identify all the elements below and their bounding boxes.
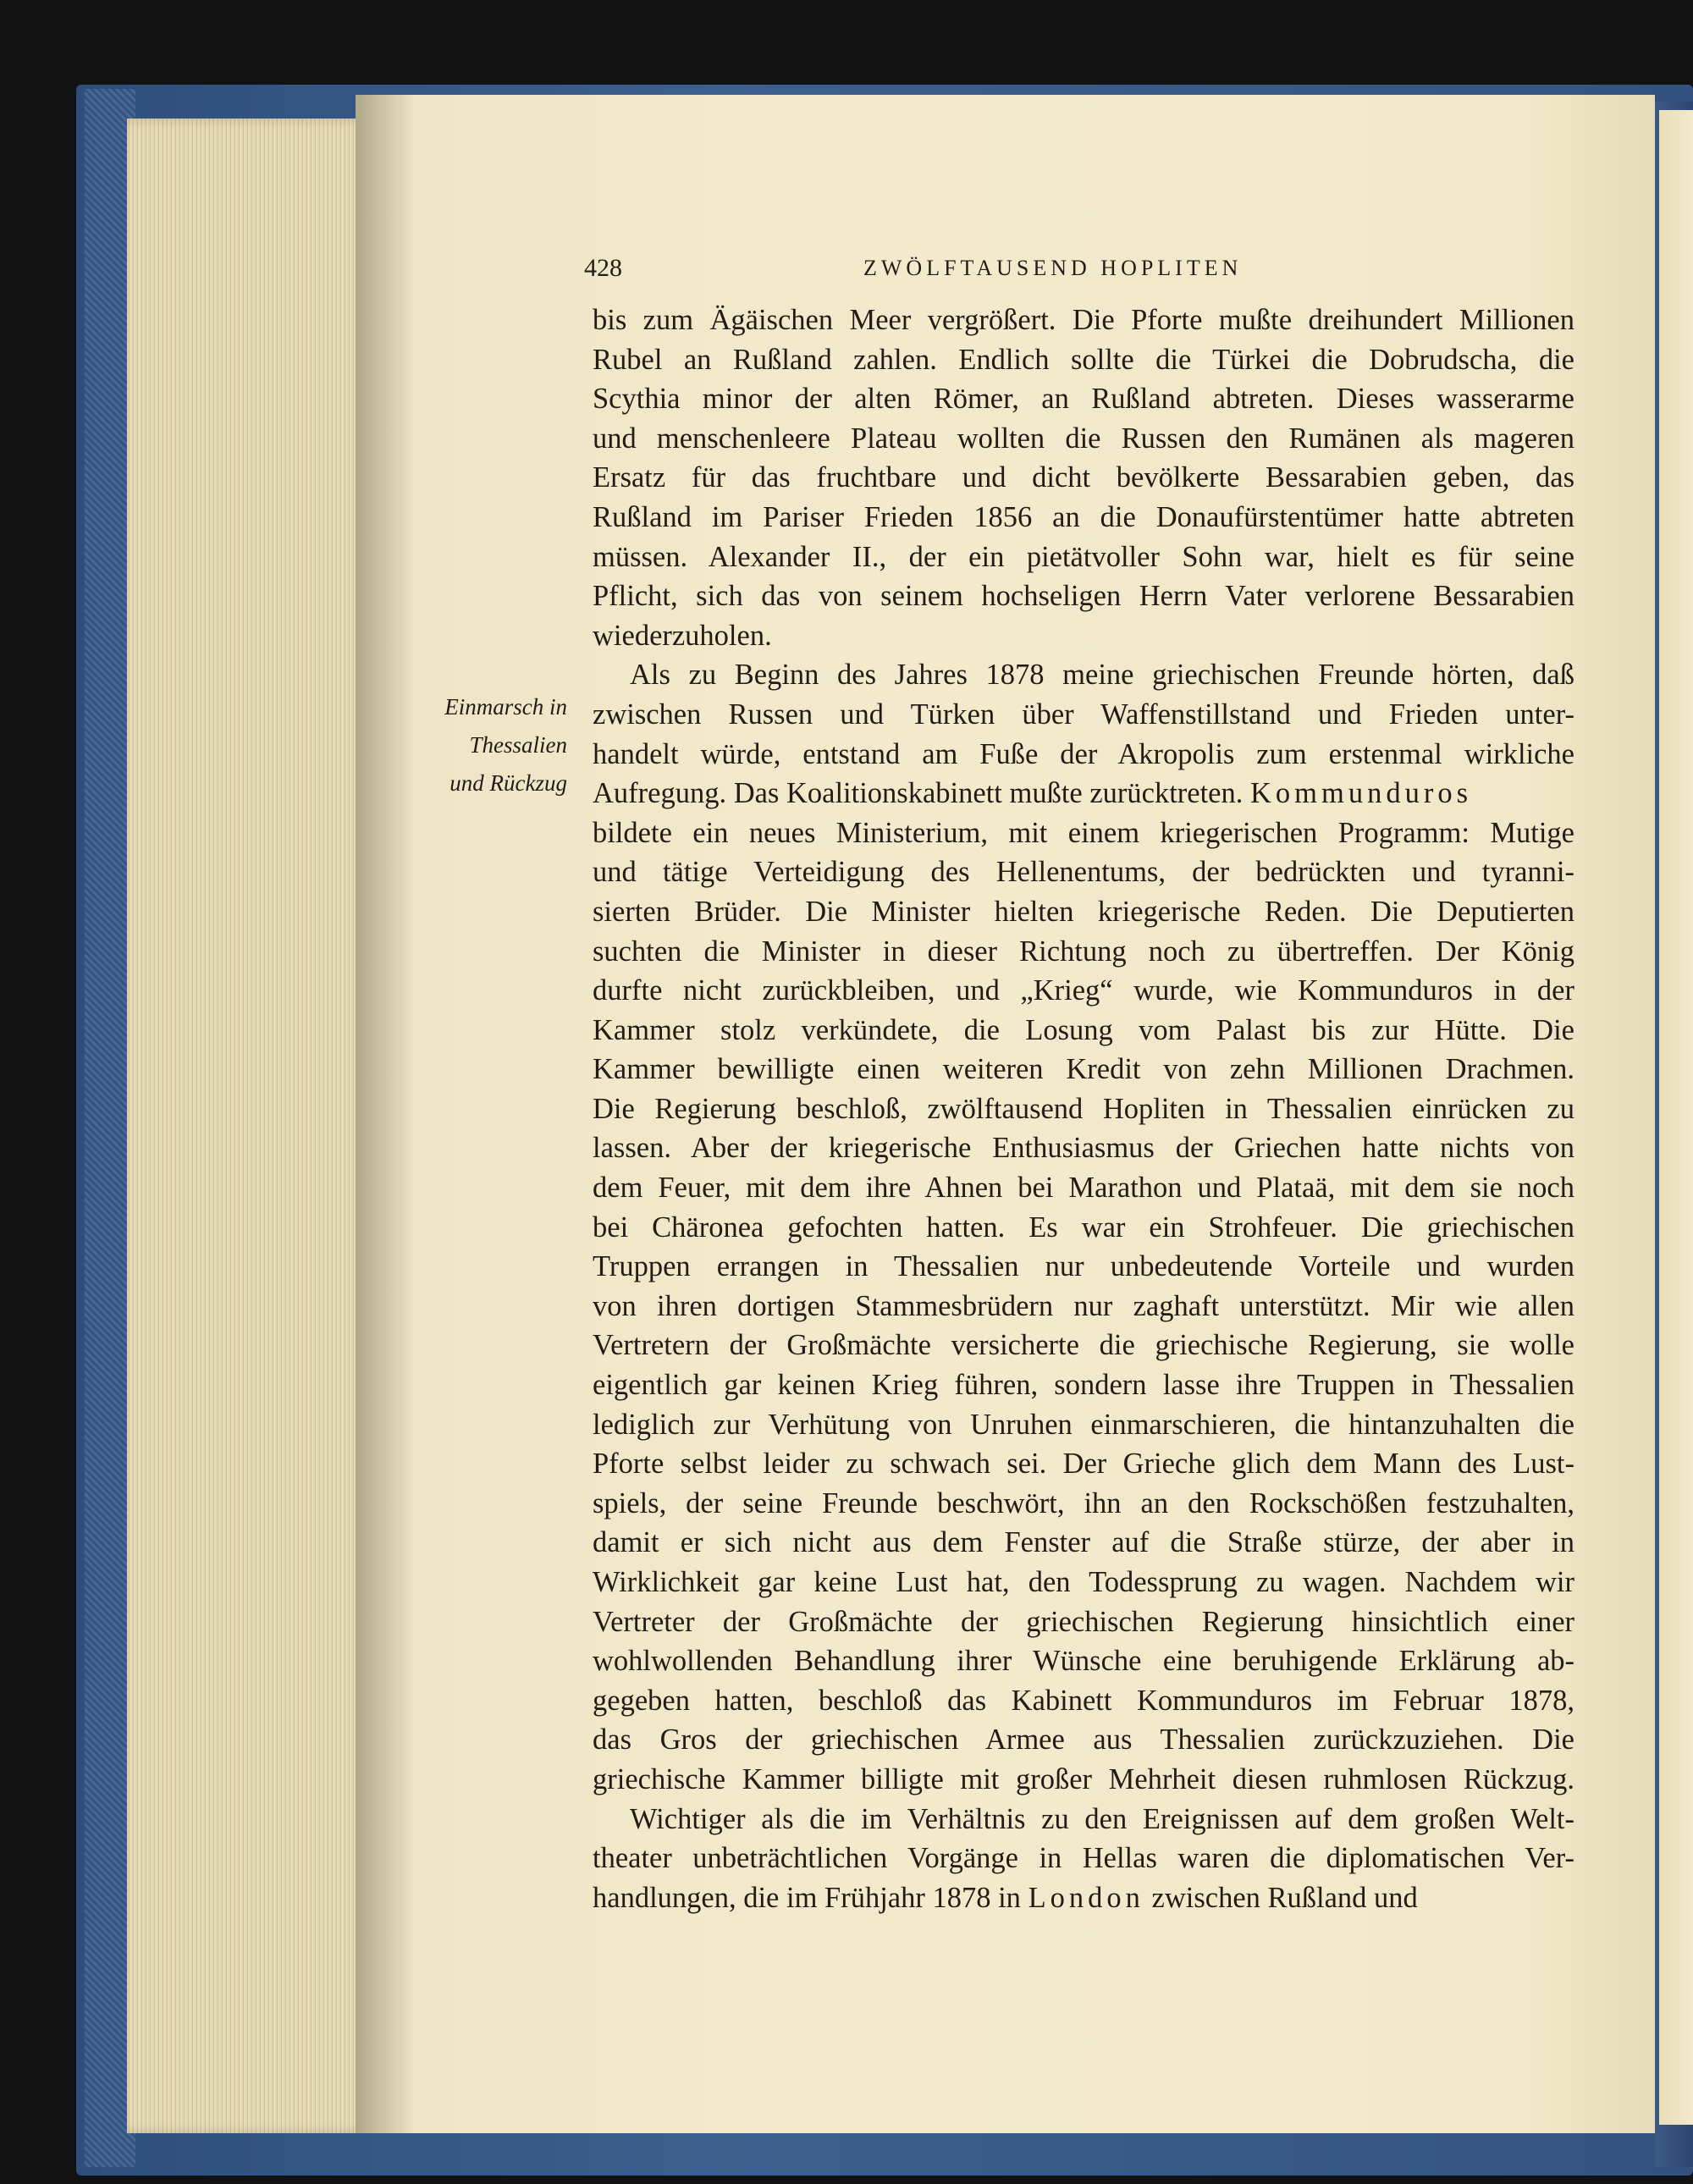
text-line: wohlwollenden Behandlung ihrer Wünsche eine beruhigende Erklärung ab- bbox=[593, 1645, 1574, 1678]
page-number: 428 bbox=[584, 254, 622, 282]
text-line: Pflicht, sich das von seinem hochseligen Herrn Vater verlorene Bessarabien bbox=[593, 580, 1574, 613]
text-line: suchten die Minister in dieser Richtung noch zu übertreffen. Der König bbox=[593, 935, 1574, 968]
text-line: Kammer stolz verkündete, die Losung vom Palast bis zur Hütte. Die bbox=[593, 1013, 1574, 1046]
text-line: dem Feuer, mit dem ihre Ahnen bei Marathon und Plataä, mit dem sie noch bbox=[593, 1172, 1574, 1205]
text-line: das Gros der griechischen Armee aus Thessalien zurückzuziehen. Die bbox=[593, 1723, 1574, 1757]
text-line: und tätige Verteidigung des Hellenentums, der bedrückten und tyranni- bbox=[593, 856, 1574, 889]
margin-note-line: und Rückzug bbox=[449, 770, 567, 796]
text-line: handelt würde, entstand am Fuße der Akropolis zum erstenmal wirkliche bbox=[593, 737, 1574, 770]
text-line: durfte nicht zurückbleiben, und „Krieg“ wurde, wie Kommunduros in der bbox=[593, 974, 1574, 1007]
text-fragment: handlungen, die im Frühjahr 1878 in bbox=[593, 1881, 1021, 1914]
text-line: müssen. Alexander II., der ein pietätvoller Sohn war, hielt es für seine bbox=[593, 540, 1574, 573]
text-line: Rubel an Rußland zahlen. Endlich sollte die Türkei die Dobrudscha, die bbox=[593, 343, 1574, 376]
text-line: von ihren dortigen Stammesbrüdern nur zaghaft unterstützt. Mir wie allen bbox=[593, 1289, 1574, 1322]
text-line: sierten Brüder. Die Minister hielten kriegerische Reden. Die Deputierten bbox=[593, 895, 1574, 928]
running-title: ZWÖLFTAUSEND HOPLITEN bbox=[863, 256, 1243, 280]
text-fragment: Aufregung. Das Koalitionskabinett mußte zurücktreten. bbox=[593, 777, 1244, 810]
running-head bbox=[584, 254, 1583, 296]
body-text bbox=[593, 301, 1574, 1917]
page-gutter-shadow bbox=[356, 95, 415, 2133]
text-line: Als zu Beginn des Jahres 1878 meine griechischen Freunde hörten, daß bbox=[630, 659, 1574, 692]
text-line: lassen. Aber der kriegerische Enthusiasmus der Griechen hatte nichts von bbox=[593, 1132, 1574, 1165]
text-line: bis zum Ägäischen Meer vergrößert. Die Pforte mußte dreihundert Millionen bbox=[593, 304, 1574, 336]
text-line: eigentlich gar keinen Krieg führen, sondern lasse ihre Truppen in Thessalien bbox=[593, 1369, 1574, 1402]
text-line: und menschenleere Plateau wollten die Russen den Rumänen als mageren bbox=[593, 422, 1574, 455]
page-stack-edges bbox=[127, 119, 372, 2133]
emphasized-name: Kommunduros bbox=[1250, 777, 1472, 810]
text-line: bildete ein neues Ministerium, mit einem kriegerischen Programm: Mutige bbox=[593, 816, 1574, 849]
text-line: lediglich zur Verhütung von Unruhen einmarschieren, die hintanzuhalten die bbox=[593, 1408, 1574, 1441]
text-line bbox=[593, 1878, 1574, 1918]
text-fragment: zwischen Rußland und bbox=[1151, 1881, 1418, 1914]
text-line: theater unbeträchtlichen Vorgänge in Hellas waren die diplomatischen Ver- bbox=[593, 1842, 1574, 1875]
margin-note-line: Einmarsch in bbox=[444, 694, 567, 720]
text-line: spiels, der seine Freunde beschwört, ihn an den Rockschößen festzuhalten, bbox=[593, 1486, 1574, 1519]
text-line: bei Chäronea gefochten hatten. Es war ein Strohfeuer. Die griechischen bbox=[593, 1211, 1574, 1244]
text-line: Ersatz für das fruchtbare und dicht bevölkerte Bessarabien geben, das bbox=[593, 461, 1574, 494]
margin-note bbox=[415, 688, 567, 802]
text-line: damit er sich nicht aus dem Fenster auf die Straße stürze, der aber in bbox=[593, 1526, 1574, 1559]
emphasized-name: London bbox=[1028, 1881, 1144, 1914]
text-line: gegeben hatten, beschloß das Kabinett Kommunduros im Februar 1878, bbox=[593, 1684, 1574, 1717]
text-line bbox=[593, 774, 1574, 813]
text-line: Truppen errangen in Thessalien nur unbedeutende Vorteile und wurden bbox=[593, 1250, 1574, 1283]
text-line: Vertreter der Großmächte der griechischen Regierung hinsichtlich einer bbox=[593, 1605, 1574, 1638]
text-line: griechische Kammer billigte mit großer Mehrheit diesen ruhmlosen Rückzug. bbox=[593, 1762, 1574, 1795]
text-line: zwischen Russen und Türken über Waffenstillstand und Frieden unter- bbox=[593, 698, 1574, 731]
text-line: Rußland im Pariser Frieden 1856 an die Donaufürstentümer hatte abtreten bbox=[593, 500, 1574, 533]
text-line: Wirklichkeit gar keine Lust hat, den Todessprung zu wagen. Nachdem wir bbox=[593, 1566, 1574, 1598]
text-line: Kammer bewilligte einen weiteren Kredit von zehn Millionen Drachmen. bbox=[593, 1053, 1574, 1086]
margin-note-line: Thessalien bbox=[469, 732, 567, 758]
facing-page-edge bbox=[1659, 110, 1693, 2125]
text-line: Vertretern der Großmächte versicherte die griechische Regierung, sie wolle bbox=[593, 1329, 1574, 1362]
text-line: Pforte selbst leider zu schwach sei. Der Grieche glich dem Mann des Lust- bbox=[593, 1448, 1574, 1481]
text-line: Wichtiger als die im Verhältnis zu den Ereignissen auf dem großen Welt- bbox=[630, 1802, 1574, 1835]
text-line: wiederzuholen. bbox=[593, 619, 772, 652]
text-line: Die Regierung beschloß, zwölftausend Hopliten in Thessalien einrücken zu bbox=[593, 1092, 1574, 1125]
text-line: Scythia minor der alten Römer, an Rußland abtreten. Dieses wasserarme bbox=[593, 383, 1574, 416]
